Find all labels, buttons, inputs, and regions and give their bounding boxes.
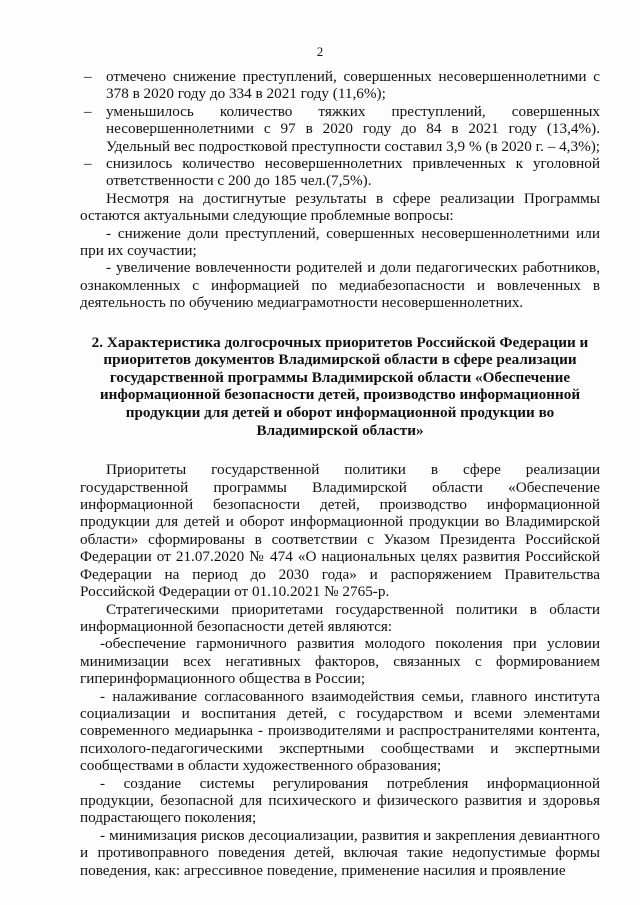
paragraph-priority-2: - налаживание согласованного взаимодействия семьи, главного института социализации и воспитания детей, с государством и всеми элементами современного медиарынка - производителями и распространителями контента, психолого-педагогическими экспертными сообществами и экспертными сообществами в области художественного образования;: [80, 687, 600, 775]
paragraph-priority-3: - создание системы регулирования потребления информационной продукции, безопасной для психического и физического развития и здоровья подрастающего поколения;: [80, 774, 600, 827]
paragraph-priority-1: -обеспечение гармоничного развития молодого поколения при условии минимизации всех негативных факторов, связанных с формированием гиперинформационного общества в России;: [80, 635, 600, 688]
list-item: – снизилось количество несовершеннолетних привлеченных к уголовной ответственности с 200 до 185 чел.(7,5%).: [84, 155, 600, 190]
paragraph-issue-1: - снижение доли преступлений, совершенных несовершеннолетними или при их соучастии;: [80, 224, 600, 260]
document-body: [80, 68, 600, 879]
paragraph-priority-4: - минимизация рисков десоциализации, развития и закрепления девиантного и противоправного поведения детей, включая такие недопустимые формы поведения, как: агрессивное поведение, применение насилия и проявление: [80, 826, 600, 879]
section-heading: 2. Характеристика долгосрочных приоритетов Российской Федерации и приоритетов документов Владимирской области в сфере реализации государственной программы Владимирской области «Обеспечение информационной безопасности детей, производство информационной продукции для детей и оборот информационной продукции во Владимирской области»: [91, 333, 589, 439]
list-item-text: отмечено снижение преступлений, совершенных несовершеннолетними с 378 в 2020 году до 334 в 2021 году (11,6%);: [106, 68, 600, 103]
page-number: 2: [316, 44, 324, 59]
paragraph-priorities: Приоритеты государственной политики в сфере реализации государственной программы Владимирской области «Обеспечение информационной безопасности детей, производство информационной продукции для детей и оборот информационной продукции во Владимирской области» сформированы в соответствии с Указом Президента Российской Федерации от 21.07.2020 № 474 «О национальных целях развития Российской Федерации на период до 2030 года» и распоряжением Правительства Российской Федерации от 01.10.2021 № 2765-р.: [80, 461, 600, 601]
paragraph-issue-2: - увеличение вовлеченности родителей и доли педагогических работников, ознакомленных с информацией по медиабезопасности и вовлеченных в деятельность по обучению медиаграмотности несовершеннолетних.: [80, 259, 600, 312]
list-item-text: уменьшилось количество тяжких преступлений, совершенных несовершеннолетними с 97 в 2020 году до 84 в 2021 году (13,4%). Удельный вес подростковой преступности составил 3,9 % (в 2020 г. – 4,3%);: [106, 102, 601, 155]
list-item: – отмечено снижение преступлений, совершенных несовершеннолетними с 378 в 2020 году до 334 в 2021 году (11,6%);: [84, 68, 600, 103]
list-item-text: снизилось количество несовершеннолетних привлеченных к уголовной ответственности с 200 до 185 чел.(7,5%).: [106, 155, 600, 190]
paragraph-intro: Несмотря на достигнутые результаты в сфере реализации Программы остаются актуальными следующие проблемные вопросы:: [80, 189, 600, 225]
list-item: – уменьшилось количество тяжких преступлений, совершенных несовершеннолетними с 97 в 2020 году до 84 в 2021 году (13,4%). Удельный вес подростковой преступности составил 3,9 % (в 2020 г. – 4,3%);: [84, 102, 601, 155]
paragraph-strategic: Стратегическими приоритетами государственной политики в области информационной безопасности детей являются:: [80, 600, 600, 635]
